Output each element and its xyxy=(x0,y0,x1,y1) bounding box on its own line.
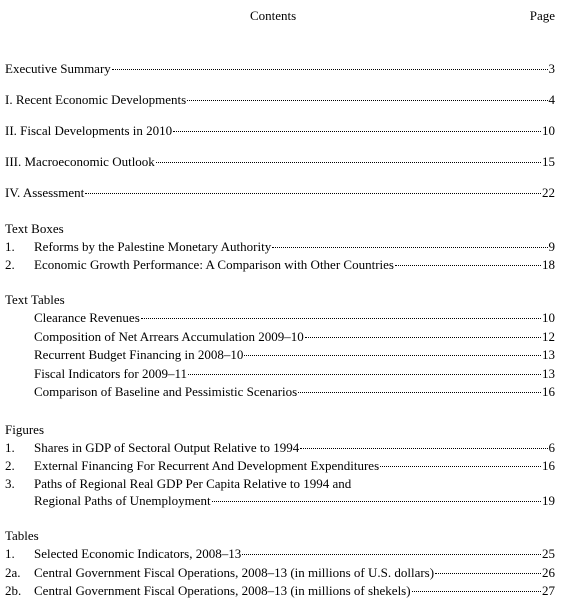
entry-title: Central Government Fiscal Operations, 2008–13 (in millions of U.S. dollars) xyxy=(34,565,435,580)
entry-number: 1. xyxy=(5,546,15,561)
entry-title: Regional Paths of Unemployment xyxy=(34,493,211,508)
toc-entry[interactable] xyxy=(5,61,555,77)
text-boxes-heading: Text Boxes xyxy=(5,221,64,236)
toc-entry[interactable] xyxy=(5,476,555,492)
entry-title: Clearance Revenues xyxy=(34,310,140,325)
entry-title: IV. Assessment xyxy=(5,185,85,200)
dot-leader xyxy=(242,554,541,555)
entry-number: 2. xyxy=(5,257,15,272)
tables-heading: Tables xyxy=(5,528,39,543)
dot-leader xyxy=(435,573,541,574)
entry-page: 16 xyxy=(542,384,555,399)
dot-leader xyxy=(212,501,541,502)
dot-leader xyxy=(85,193,541,194)
toc-entry[interactable] xyxy=(5,329,555,345)
dot-leader xyxy=(380,466,541,467)
toc-entry[interactable] xyxy=(5,154,555,170)
entry-title: Fiscal Indicators for 2009–11 xyxy=(34,366,187,381)
figures-heading: Figures xyxy=(5,422,44,437)
toc-entry[interactable] xyxy=(5,458,555,474)
entry-page: 10 xyxy=(542,310,555,325)
toc-entry[interactable] xyxy=(5,347,555,363)
entry-page: 3 xyxy=(548,61,555,76)
dot-leader xyxy=(305,337,541,338)
toc-entry[interactable] xyxy=(5,565,555,581)
entry-page: 15 xyxy=(542,154,555,169)
toc-entry[interactable] xyxy=(5,493,555,509)
dot-leader xyxy=(272,247,547,248)
entry-page: 10 xyxy=(542,123,555,138)
entry-page: 4 xyxy=(548,92,555,107)
toc-entry[interactable] xyxy=(5,185,555,201)
toc-entry[interactable] xyxy=(5,546,555,562)
dot-leader xyxy=(156,162,541,163)
dot-leader xyxy=(395,265,541,266)
dot-leader xyxy=(300,448,547,449)
toc-entry[interactable] xyxy=(5,257,555,273)
entry-page: 26 xyxy=(542,565,555,580)
dot-leader xyxy=(173,131,541,132)
entry-page: 27 xyxy=(542,583,555,598)
entry-page: 13 xyxy=(542,347,555,362)
toc-entry[interactable] xyxy=(5,384,555,400)
toc-entry[interactable] xyxy=(5,92,555,108)
toc-entry[interactable] xyxy=(5,123,555,139)
entry-title: Comparison of Baseline and Pessimistic Scenarios xyxy=(34,384,298,399)
dot-leader xyxy=(141,318,541,319)
page-column-label: Page xyxy=(529,8,555,23)
entry-number: 2a. xyxy=(5,565,21,580)
dot-leader xyxy=(188,374,541,375)
entry-page: 6 xyxy=(548,440,555,455)
dot-leader xyxy=(412,591,541,592)
entry-number: 3. xyxy=(5,476,15,491)
entry-title: I. Recent Economic Developments xyxy=(5,92,187,107)
dot-leader xyxy=(112,69,548,70)
text-tables-heading: Text Tables xyxy=(5,292,65,307)
entry-title: Recurrent Budget Financing in 2008–10 xyxy=(34,347,244,362)
entry-title: Composition of Net Arrears Accumulation 2009–10 xyxy=(34,329,304,344)
entry-number: 2b. xyxy=(5,583,22,598)
dot-leader xyxy=(244,355,541,356)
toc-entry[interactable] xyxy=(5,440,555,456)
entry-title: Shares in GDP of Sectoral Output Relative to 1994 xyxy=(34,440,300,455)
entry-page: 25 xyxy=(542,546,555,561)
toc-entry[interactable] xyxy=(5,366,555,382)
entry-title: Selected Economic Indicators, 2008–13 xyxy=(34,546,242,561)
entry-title: Central Government Fiscal Operations, 2008–13 (in millions of shekels) xyxy=(34,583,411,598)
dot-leader xyxy=(298,392,541,393)
entry-title: Paths of Regional Real GDP Per Capita Relative to 1994 and xyxy=(34,476,352,491)
toc-entry[interactable] xyxy=(5,310,555,326)
entry-page: 9 xyxy=(548,239,555,254)
entry-page: 19 xyxy=(542,493,555,508)
entry-page: 13 xyxy=(542,366,555,381)
entry-page: 16 xyxy=(542,458,555,473)
entry-title: Reforms by the Palestine Monetary Authority xyxy=(34,239,272,254)
entry-title: Economic Growth Performance: A Comparison with Other Countries xyxy=(34,257,394,272)
entry-number: 1. xyxy=(5,239,15,254)
entry-number: 1. xyxy=(5,440,15,455)
entry-page: 22 xyxy=(542,185,555,200)
toc-entry[interactable] xyxy=(5,239,555,255)
dot-leader xyxy=(187,100,547,101)
entry-page: 18 xyxy=(542,257,555,272)
entry-number: 2. xyxy=(5,458,15,473)
entry-title: External Financing For Recurrent And Development Expenditures xyxy=(34,458,380,473)
contents-title: Contents xyxy=(250,8,297,23)
entry-title: II. Fiscal Developments in 2010 xyxy=(5,123,173,138)
entry-title: Executive Summary xyxy=(5,61,111,76)
entry-title: III. Macroeconomic Outlook xyxy=(5,154,155,169)
toc-entry[interactable] xyxy=(5,583,555,599)
entry-page: 12 xyxy=(542,329,555,344)
